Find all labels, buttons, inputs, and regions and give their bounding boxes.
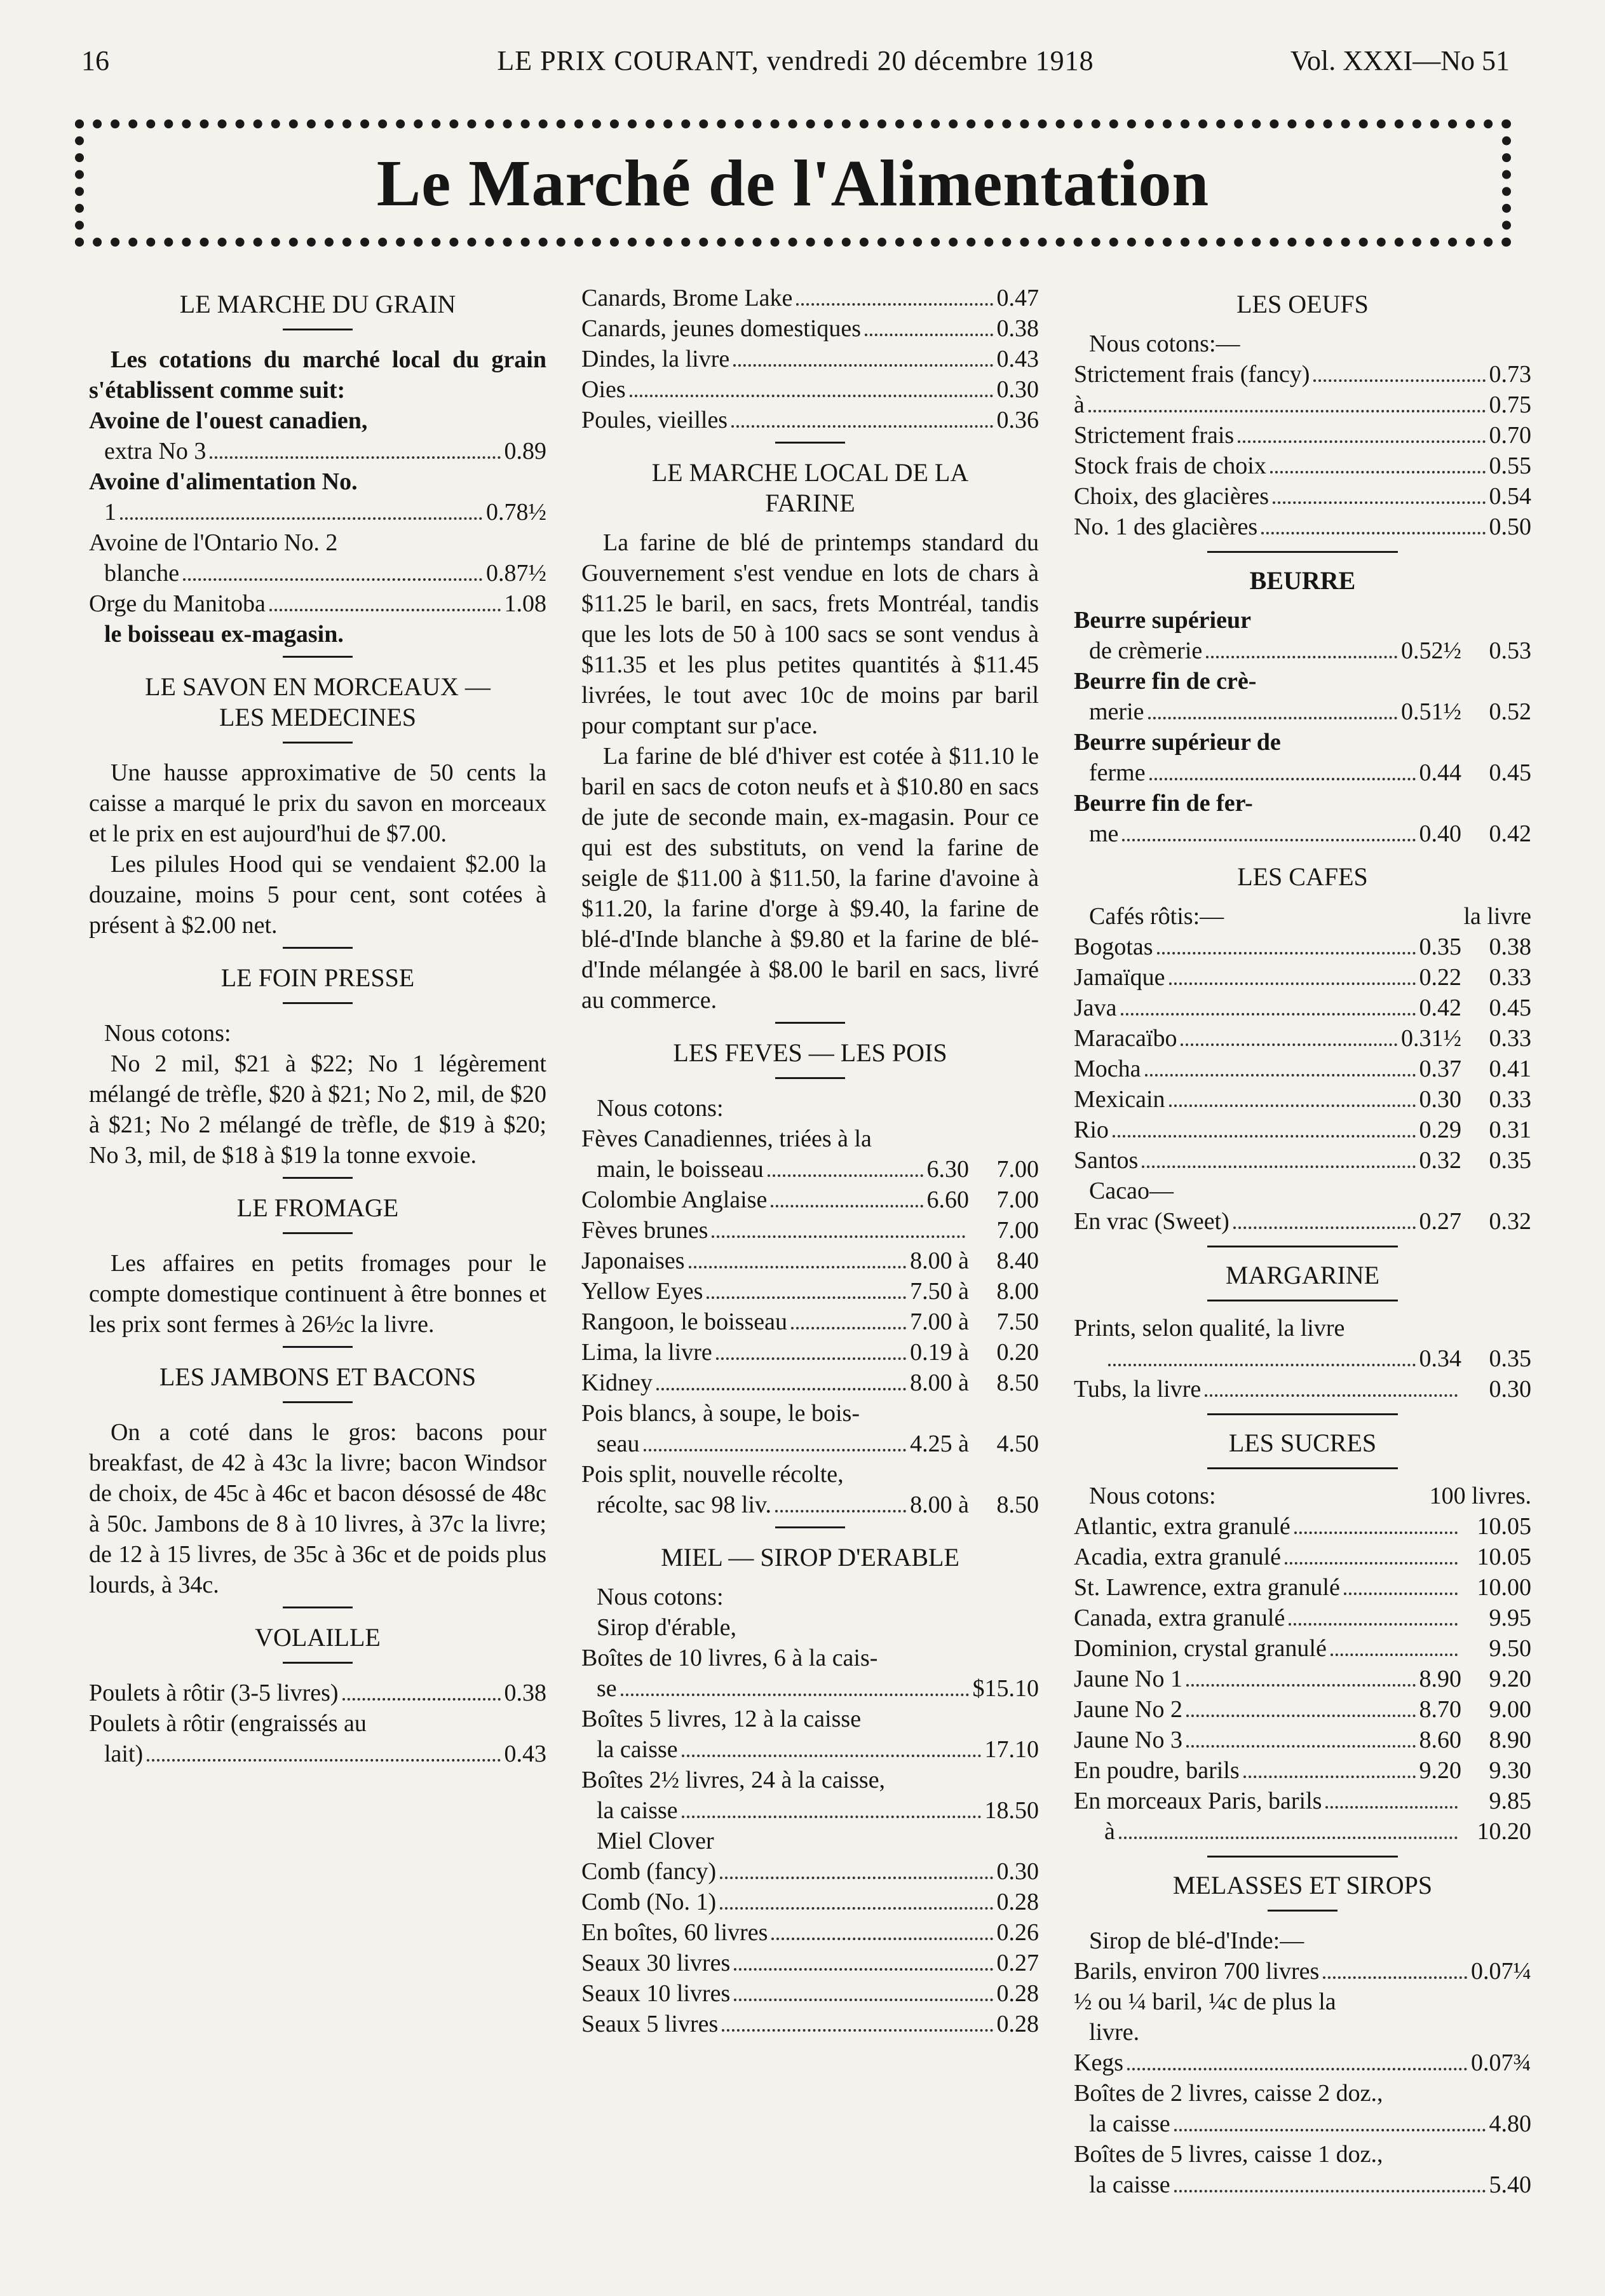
paragraph: Les affaires en petits fromages pour le compte domestique continuent à être bonnes et les prix sont fermes à 26½c la livre. [89, 1250, 546, 1338]
price-row: Kidney 8.00 à 8.50 [581, 1369, 1039, 1396]
divider [775, 1077, 845, 1079]
section-melasses [1074, 1870, 1531, 2200]
section-heading: LES OEUFS [1236, 290, 1369, 318]
section-heading: LES SUCRES [1228, 1429, 1377, 1457]
section-heading: LES FEVES — LES POIS [673, 1038, 947, 1067]
price-row: Dominion, crystal granulé 9.50 [1074, 1635, 1531, 1662]
divider [1207, 1467, 1398, 1469]
price-row: Pois blancs, à soupe, le bois- [581, 1400, 860, 1427]
section-beurre [1074, 566, 1531, 849]
price-row: Jaune No 1 8.90 9.20 [1074, 1666, 1531, 1692]
grain-subhead: Avoine de l'ouest canadien, [89, 407, 368, 434]
price-row: blanche 0.87½ [104, 560, 546, 587]
section-heading: LE FOIN PRESSE [220, 963, 415, 992]
price-row: à 10.20 [1104, 1818, 1531, 1845]
price-row: merie 0.51½ 0.52 [1089, 698, 1531, 725]
divider [1207, 1300, 1398, 1301]
price-row: No. 1 des glacières 0.50 [1074, 513, 1531, 540]
price-row: Fèves Canadiennes, triées à la [581, 1125, 872, 1152]
price-row: Beurre fin de crè- [1074, 668, 1257, 695]
publication-line: LE PRIX COURANT, vendredi 20 décembre 1918 [497, 45, 1094, 76]
section-grain [89, 289, 546, 658]
section-heading: LES CAFES [1237, 862, 1368, 891]
price-row: main, le boisseau 6.30 7.00 [597, 1156, 1039, 1183]
column-3 [1074, 283, 1531, 2213]
divider [283, 1346, 353, 1348]
price-row: la caisse 5.40 [1089, 2171, 1531, 2198]
price-row: Cacao— [1089, 1178, 1174, 1204]
price-row: En morceaux Paris, barils 9.85 [1074, 1788, 1531, 1814]
volume-number: Vol. XXXI—No 51 [1290, 45, 1510, 76]
price-row: livre. [1089, 2019, 1140, 2046]
divider [283, 1232, 353, 1234]
section-fromage [89, 1193, 546, 1348]
price-row: Boîtes 5 livres, 12 à la caisse [581, 1706, 862, 1732]
section-heading: BEURRE [1249, 566, 1356, 595]
price-row: Avoine de l'Ontario No. 2 [89, 529, 338, 556]
price-row: Rio 0.29 0.31 [1074, 1117, 1531, 1143]
price-row: Seaux 10 livres 0.28 [581, 1980, 1039, 2007]
price-row: Boîtes 2½ livres, 24 à la caisse, [581, 1767, 886, 1793]
price-row: Atlantic, extra granulé 10.05 [1074, 1513, 1531, 1540]
price-row: Poules, vieilles 0.36 [581, 407, 1039, 433]
section-cafes [1074, 862, 1531, 1247]
divider [283, 1177, 353, 1179]
price-row: récolte, sac 98 liv. 8.00 à 8.50 [597, 1491, 1039, 1518]
price-row: En vrac (Sweet) 0.27 0.32 [1074, 1208, 1531, 1235]
price-row: Jaune No 2 8.70 9.00 [1074, 1696, 1531, 1723]
paragraph: On a coté dans le gros: bacons pour breakfast, de 42 à 43c la livre; bacon Windsor de choix, de 45c à 46c et bacon désossé de 48c à 50c. Jambons de 8 à 10 livres, à 37c la livre; de 12 à 15 livres, de 35c à 36c et de poids plus lourds, à 34c. [89, 1419, 546, 1598]
paragraph: Une hausse approximative de 50 cents la caisse a marqué le prix du savon en morceaux et le prix en est aujourd'hui de $7.00. [89, 759, 546, 847]
divider [775, 1022, 845, 1024]
price-row: Colombie Anglaise 6.60 7.00 [581, 1186, 1039, 1213]
divider [1207, 1856, 1398, 1858]
miel-subhead: Sirop d'érable, [597, 1614, 737, 1641]
section-volaille [89, 1622, 546, 1769]
price-row: En boîtes, 60 livres 0.26 [581, 1919, 1039, 1946]
divider [283, 1662, 353, 1664]
section-foin [89, 963, 546, 1179]
oeufs-intro: Nous cotons:— [1089, 330, 1240, 357]
price-row: Beurre supérieur de [1074, 729, 1281, 756]
price-row: Beurre supérieur [1074, 607, 1251, 634]
divider [283, 1607, 353, 1608]
price-row: Rangoon, le boisseau 7.00 à 7.50 [581, 1308, 1039, 1335]
price-row: Barils, environ 700 livres 0.07¼ [1074, 1958, 1531, 1985]
divider [283, 1401, 353, 1403]
column-2 [581, 283, 1039, 2052]
section-heading: LES JAMBONS ET BACONS [159, 1362, 477, 1391]
divider [283, 1002, 353, 1004]
section-heading: MELASSES ET SIROPS [1172, 1871, 1433, 1899]
cafes-subhead: Cafés rôtis:— la livre [1089, 903, 1531, 930]
divider [1268, 1910, 1338, 1912]
price-row: En poudre, barils 9.20 9.30 [1074, 1757, 1531, 1784]
section-savon [89, 672, 546, 949]
price-row: Seaux 30 livres 0.27 [581, 1950, 1039, 1976]
paragraph: No 2 mil, $21 à $22; No 1 légèrement mélangé de trèfle, $20 à $21; No 2, mil, de $20 à $21; No 2 mélangé de trèfle, de $19 à $20; No 3, mil, de $18 à $19 la tonne exvoie. [89, 1050, 546, 1169]
section-jambons [89, 1362, 546, 1608]
price-row: Avoine d'alimentation No. [89, 468, 358, 495]
column-1 [89, 283, 546, 1782]
running-head [81, 44, 1510, 83]
page-number: 16 [81, 45, 109, 76]
price-row: Santos 0.32 0.35 [1074, 1147, 1531, 1174]
price-row: Lima, la livre 0.19 à 0.20 [581, 1339, 1039, 1366]
paragraph: La farine de blé de printemps standard du Gouvernement s'est vendue en lots de chars à $11.25 le baril, en sacs, frets Montréal, tandis que les lots de 50 à 100 sacs se sont vendus à $11.35 et les plus petites quantités à $11.45 livrées, le tout avec 10c de moins par baril pour comptant sur p'ace. [581, 529, 1039, 739]
price-row: Canards, jeunes domestiques 0.38 [581, 315, 1039, 342]
price-row: Pois split, nouvelle récolte, [581, 1461, 844, 1488]
foin-intro: Nous cotons: [104, 1020, 231, 1047]
price-row: Tubs, la livre 0.30 [1074, 1376, 1531, 1403]
paragraph: Les pilules Hood qui se vendaient $2.00 la douzaine, moins 5 pour cent, sont cotées à présent à $2.00 net. [89, 851, 546, 939]
divider [775, 1526, 845, 1528]
price-row: Dindes, la livre 0.43 [581, 346, 1039, 372]
price-row: Strictement frais (fancy) 0.73 [1074, 361, 1531, 388]
section-sucres [1074, 1428, 1531, 1858]
miel-subhead: Miel Clover [597, 1828, 714, 1854]
paragraph: La farine de blé d'hiver est cotée à $11.10 le baril en sacs de coton neufs et à $10.80 en sacs de jute de seconde main, ex-magasin. Pour ce qui est des substituts, on vend la farine de seigle de $11.00 à $11.50, la farine d'avoine à $11.20, la farine d'orge à $9.40, la farine de blé-d'Inde blanche à $9.80 et la farine de blé-d'Inde mélangée à $8.00 le baril en sacs, livré au commerce. [581, 743, 1039, 1014]
section-heading: LE MARCHE LOCAL DE LA FARINE [651, 458, 969, 517]
section-volaille-continued [581, 283, 1039, 444]
section-heading: MIEL — SIROP D'ERABLE [661, 1543, 959, 1572]
section-oeufs [1074, 289, 1531, 553]
price-row: la caisse 18.50 [597, 1797, 1039, 1824]
price-row: Jaune No 3 8.60 8.90 [1074, 1727, 1531, 1753]
divider [1207, 551, 1398, 553]
price-row: me 0.40 0.42 [1089, 820, 1531, 847]
price-row: Boîtes de 5 livres, caisse 1 doz., [1074, 2141, 1383, 2168]
price-row: Comb (fancy) 0.30 [581, 1858, 1039, 1885]
section-feves [581, 1038, 1039, 1528]
price-row: Strictement frais 0.70 [1074, 422, 1531, 449]
price-row: Poulets à rôtir (3-5 livres) 0.38 [89, 1680, 546, 1706]
price-row: St. Lawrence, extra granulé 10.00 [1074, 1574, 1531, 1601]
price-row: ½ ou ¼ baril, ¼c de plus la [1074, 1988, 1336, 2015]
price-row: Boîtes de 2 livres, caisse 2 doz., [1074, 2080, 1383, 2107]
title-banner [75, 119, 1511, 247]
price-row: Canada, extra granulé 9.95 [1074, 1605, 1531, 1631]
price-row: 0.34 0.35 [1074, 1343, 1531, 1374]
price-row: Seaux 5 livres 0.28 [581, 2011, 1039, 2037]
price-row: de crèmerie 0.52½ 0.53 [1089, 637, 1531, 664]
section-heading: LE FROMAGE [236, 1193, 399, 1222]
price-row: Prints, selon qualité, la livre [1074, 1315, 1345, 1342]
price-row: Yellow Eyes 7.50 à 8.00 [581, 1278, 1039, 1305]
grain-footer: le boisseau ex-magasin. [104, 621, 344, 648]
miel-intro: Nous cotons: [597, 1584, 724, 1610]
price-row: extra No 3 0.89 [104, 438, 546, 465]
divider [283, 947, 353, 949]
section-miel [581, 1542, 1039, 2039]
section-margarine [1074, 1260, 1531, 1415]
divider [283, 656, 353, 658]
price-row: Comb (No. 1) 0.28 [581, 1889, 1039, 1915]
price-row: la caisse 4.80 [1089, 2110, 1531, 2137]
section-heading: VOLAILLE [255, 1623, 381, 1652]
price-row: Kegs 0.07¾ [1074, 2049, 1531, 2076]
price-row: Boîtes de 10 livres, 6 à la cais- [581, 1645, 878, 1671]
section-heading: LE SAVON EN MORCEAUX — LES MEDECINES [145, 672, 491, 731]
price-row: Beurre fin de fer- [1074, 790, 1253, 817]
price-row: Stock frais de choix 0.55 [1074, 452, 1531, 479]
section-heading: LE MARCHE DU GRAIN [179, 290, 456, 318]
divider [1207, 1413, 1398, 1415]
price-row: Acadia, extra granulé 10.05 [1074, 1544, 1531, 1570]
divider [283, 329, 353, 330]
price-row: seau 4.25 à 4.50 [597, 1430, 1039, 1457]
price-row: Poulets à rôtir (engraissés au [89, 1710, 367, 1737]
section-heading: MARGARINE [1225, 1261, 1380, 1289]
price-row: Jamaïque 0.22 0.33 [1074, 964, 1531, 991]
divider [283, 742, 353, 744]
sucres-intro: Nous cotons: 100 livres. [1089, 1483, 1531, 1509]
price-row: Java 0.42 0.45 [1074, 995, 1531, 1021]
price-row: lait) 0.43 [104, 1741, 546, 1767]
price-row: Oies 0.30 [581, 376, 1039, 403]
price-row: se $15.10 [597, 1675, 1039, 1702]
price-row: à 0.75 [1074, 391, 1531, 418]
price-row: Maracaïbo 0.31½ 0.33 [1074, 1025, 1531, 1052]
price-row: Bogotas 0.35 0.38 [1074, 934, 1531, 960]
price-row: Canards, Brome Lake 0.47 [581, 285, 1039, 311]
divider [1207, 1246, 1398, 1247]
price-row: Fèves brunes 7.00 [581, 1217, 1039, 1244]
grain-intro: Les cotations du marché local du grain s'établissent comme suit: [89, 346, 546, 404]
divider [775, 442, 845, 444]
price-row: Orge du Manitoba 1.08 [89, 590, 546, 617]
section-farine [581, 458, 1039, 1024]
price-row: ferme 0.44 0.45 [1089, 759, 1531, 786]
price-row: Choix, des glacières 0.54 [1074, 483, 1531, 510]
price-row: Mocha 0.37 0.41 [1074, 1056, 1531, 1082]
price-row: Japonaises 8.00 à 8.40 [581, 1247, 1039, 1274]
melasses-subhead: Sirop de blé-d'Inde:— [1089, 1927, 1304, 1954]
price-row: la caisse 17.10 [597, 1736, 1039, 1763]
price-row: Mexicain 0.30 0.33 [1074, 1086, 1531, 1113]
page-title: Le Marché de l'Alimentation [376, 146, 1210, 220]
feves-intro: Nous cotons: [597, 1095, 724, 1122]
price-row: 1 0.78½ [104, 499, 546, 526]
